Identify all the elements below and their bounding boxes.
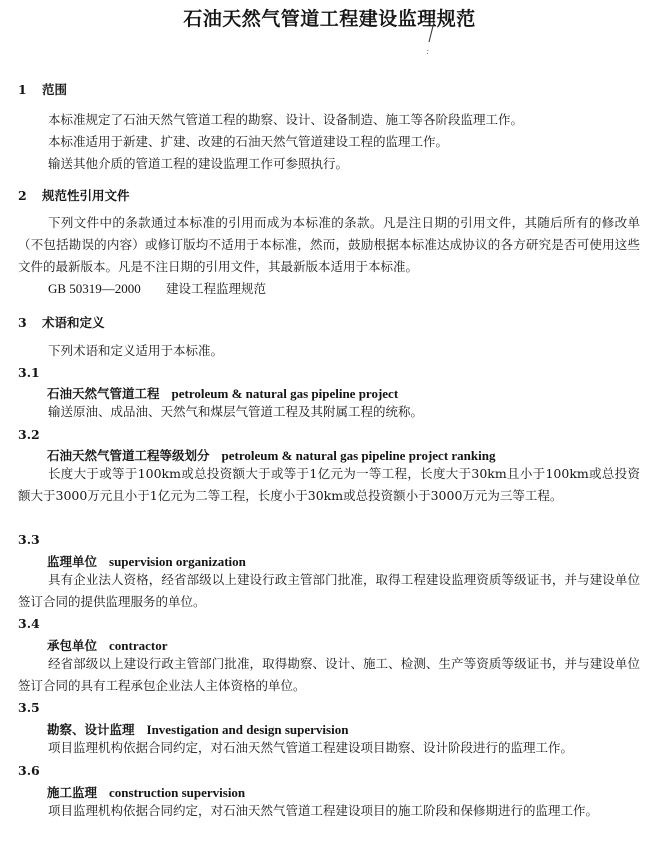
term-definition: 具有企业法人资格，经省部级以上建设行政主管部门批准，取得工程建设监理资质等级证书，并与建设单位签订合同的提供监理服务的单位。 <box>18 572 640 609</box>
section-title: 术语和定义 <box>42 315 105 330</box>
term-zh: 承包单位 <box>47 638 98 653</box>
clause-number: 3.2 <box>18 427 40 442</box>
term-definition: 长度大于或等于100km或总投资额大于或等于1亿元为一等工程，长度大于30km且小于100km或总投资额大于3000万元且小于1亿元为二等工程，长度小于30km或总投资额小于3000万元为三等工程。 <box>18 466 640 503</box>
reference-code: GB 50319—2000 <box>48 281 141 296</box>
terms-intro: 下列术语和定义适用于本标准。 <box>48 343 224 358</box>
term-zh: 施工监理 <box>47 785 98 800</box>
term-heading <box>47 552 246 570</box>
term-heading <box>47 384 398 402</box>
term-heading <box>47 720 348 738</box>
document-title: 石油天然气管道工程建设监理规范 <box>183 8 476 30</box>
term-en: petroleum & natural gas pipeline project <box>171 386 399 401</box>
scope-paragraph-3: 输送其他介质的管道工程的建设监理工作可参照执行。 <box>48 156 349 171</box>
clause-number: 3.6 <box>18 763 40 778</box>
term-en: supervision organization <box>109 554 246 569</box>
term-en: Investigation and design supervision <box>146 722 349 737</box>
term-en: contractor <box>109 638 168 653</box>
scope-paragraph-1: 本标准规定了石油天然气管道工程的勘察、设计、设备制造、施工等各阶段监理工作。 <box>48 112 524 127</box>
term-en: petroleum & natural gas pipeline project ranking <box>221 448 496 463</box>
term-definition: 项目监理机构依据合同约定，对石油天然气管道工程建设项目的施工阶段和保修期进行的监理工作。 <box>48 803 599 818</box>
normative-references-paragraph: 下列文件中的条款通过本标准的引用而成为本标准的条款。凡是注日期的引用文件，其随后所有的修改单（不包括勘误的内容）或修订版均不适用于本标准，然而，鼓励根据本标准达成协议的各方研究是否可使用这些文件的最新版本。凡是不注日期的引用文件，其最新版本适用于本标准。 <box>18 215 640 274</box>
reference-entry <box>48 279 266 297</box>
section-title: 范围 <box>42 82 68 97</box>
term-heading <box>47 783 245 801</box>
term-zh: 石油天然气管道工程等级划分 <box>47 448 210 463</box>
reference-title: 建设工程监理规范 <box>166 281 267 296</box>
section-title: 规范性引用文件 <box>42 188 130 203</box>
term-definition: 经省部级以上建设行政主管部门批准，取得勘察、设计、施工、检测、生产等资质等级证书，并与建设单位签订合同的具有工程承包企业法人主体资格的单位。 <box>18 656 640 693</box>
clause-number: 3.5 <box>18 700 40 715</box>
term-definition: 项目监理机构依据合同约定，对石油天然气管道工程建设项目勘察、设计阶段进行的监理工作。 <box>48 740 574 755</box>
term-zh: 监理单位 <box>47 554 98 569</box>
section-1-heading <box>18 80 67 98</box>
term-heading <box>47 636 167 654</box>
section-2-heading <box>18 186 130 204</box>
term-zh: 石油天然气管道工程 <box>47 386 160 401</box>
term-zh: 勘察、设计监理 <box>47 722 135 737</box>
section-number: 3 <box>18 315 27 330</box>
scope-paragraph-2: 本标准适用于新建、扩建、改建的石油天然气管道建设工程的监理工作。 <box>48 134 449 149</box>
section-3-heading <box>18 313 105 331</box>
handwritten-pen-mark <box>424 20 436 60</box>
section-number: 1 <box>18 82 27 97</box>
term-en: construction supervision <box>109 785 246 800</box>
term-heading <box>47 446 495 464</box>
section-number: 2 <box>18 188 27 203</box>
clause-number: 3.3 <box>18 532 40 547</box>
term-definition: 输送原油、成品油、天然气和煤层气管道工程及其附属工程的统称。 <box>48 404 424 419</box>
clause-number: 3.4 <box>18 616 40 631</box>
clause-number: 3.1 <box>18 365 40 380</box>
